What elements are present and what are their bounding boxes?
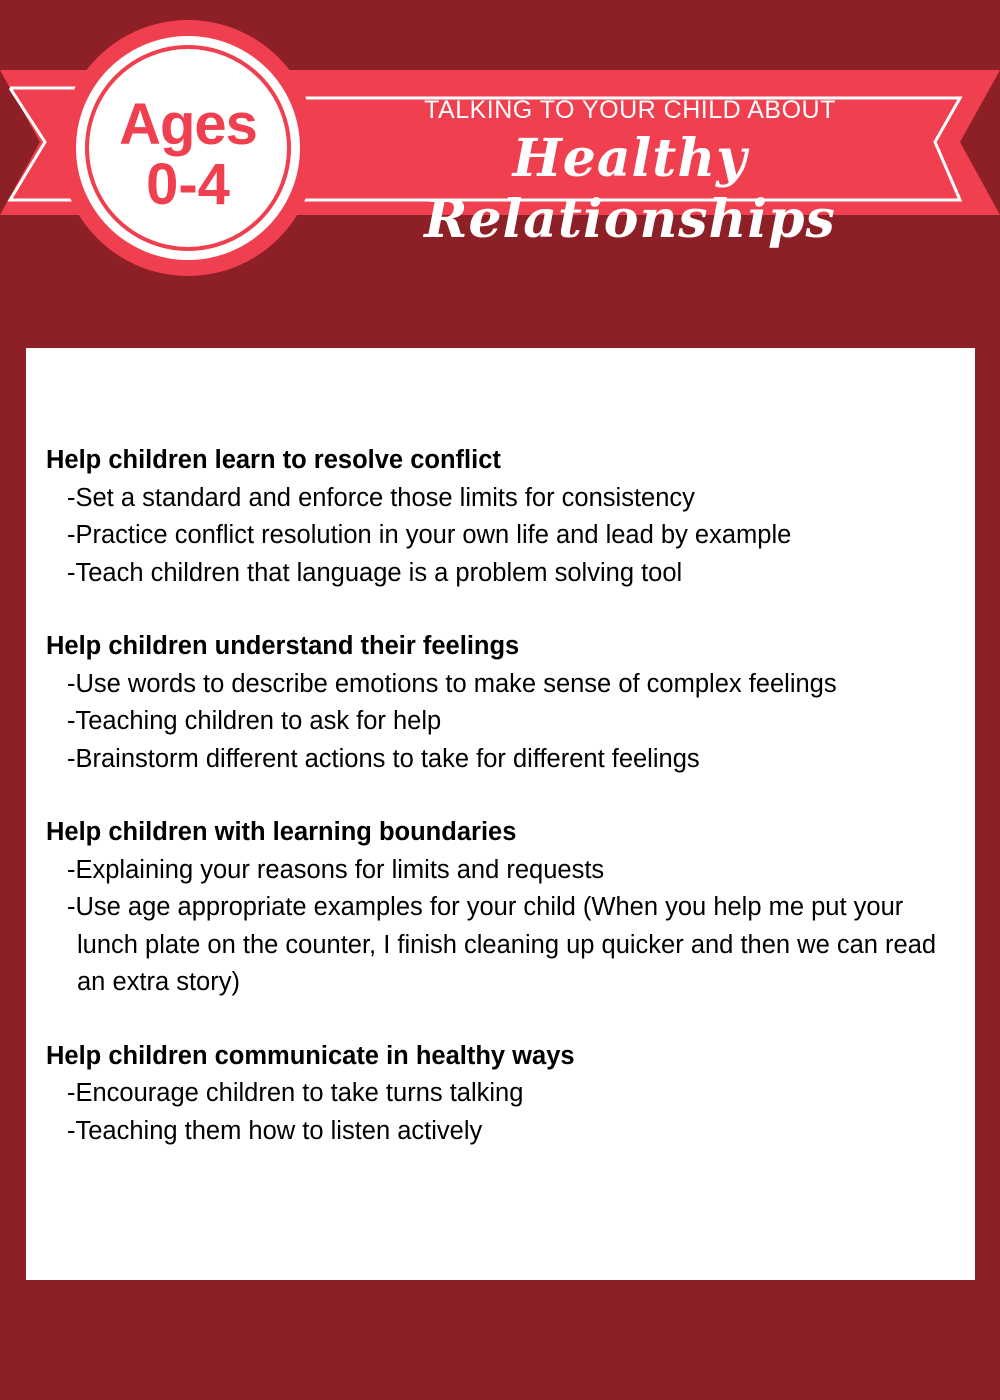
section-heading: Help children communicate in healthy ways [46,1041,575,1070]
tip-item: -Encourage children to take turns talking [67,1079,524,1107]
tip-item: -Teaching children to ask for help [67,707,442,735]
section-heading: Help children understand their feelings [46,632,520,660]
tip-item: -Practice conflict resolution in your own life and lead by example [67,521,792,549]
banner-title: Healthy Relationships [424,128,836,250]
age-badge [86,80,290,230]
tip-item: -Use age appropriate examples for your child (When you help me put your lunch plate on the counter, I finish cleaning up quicker and then we can read an extra story) [67,893,937,996]
tip-list [46,852,946,1002]
section-resolve-conflict [46,442,946,592]
tips-content [46,442,946,1186]
section-understand-feelings [46,628,946,778]
tip-item: -Use words to describe emotions to make sense of complex feelings [67,669,837,698]
age-range: 0-4 [146,152,230,217]
section-heading: Help children with learning boundaries [46,818,517,846]
tip-item: -Teach children that language is a problem solving tool [67,558,683,587]
tip-list [46,480,946,593]
tip-list [46,666,946,779]
tip-item: -Explaining your reasons for limits and requests [67,855,605,884]
tip-item: -Brainstorm different actions to take for different feelings [67,744,700,773]
section-heading: Help children learn to resolve conflict [46,446,501,474]
tip-list [46,1075,946,1150]
tip-item: -Teaching them how to listen actively [67,1116,483,1145]
tip-item: -Set a standard and enforce those limits for consistency [67,483,695,512]
age-label: Ages [119,92,257,157]
section-learning-boundaries [46,814,946,1002]
section-communicate-healthy [46,1038,946,1151]
banner-kicker: TALKING TO YOUR CHILD ABOUT [424,96,836,124]
